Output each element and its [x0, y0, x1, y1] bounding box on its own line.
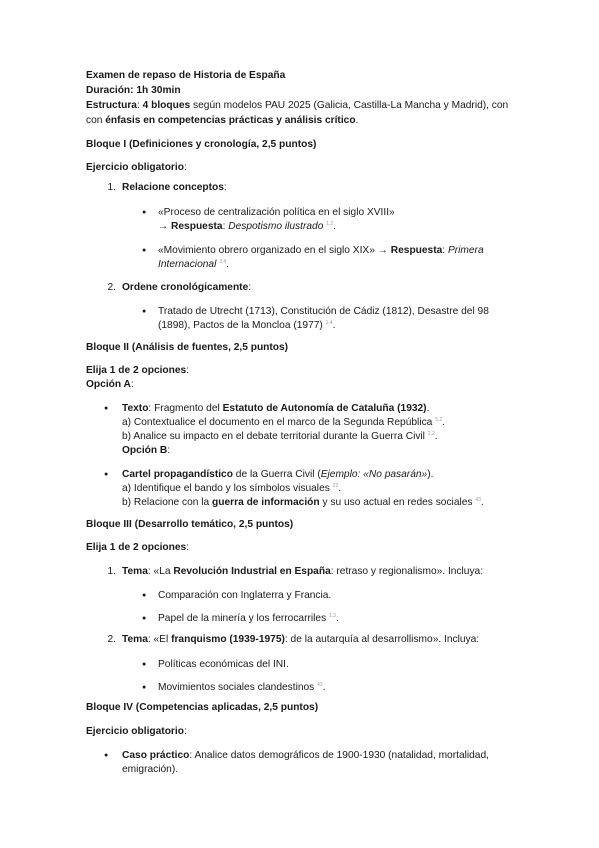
block2-option-a: Opción A:: [86, 379, 134, 390]
block4-instruction: Ejercicio obligatorio:: [86, 726, 187, 737]
block3-item1: Tema: «La Revolución Industrial en España: retraso y regionalismo». Incluya:: [122, 566, 484, 577]
block1-item1-b: «Movimiento obrero organizado en el siglo XIX» → Respuesta: Primera: [158, 245, 484, 256]
block3-item1-sub1: Comparación con Inglaterra y Francia.: [158, 590, 332, 601]
bullet-icon: ●: [142, 684, 147, 691]
list-number: 1.: [107, 182, 116, 193]
block2-option-b: Opción B:: [122, 445, 171, 456]
bullet-icon: ●: [104, 405, 109, 412]
block4-case-cont: emigración).: [122, 764, 179, 775]
block1-item2-line2: (1898), Pactos de la Moncloa (1977) $^{1,4}$.: [158, 320, 336, 331]
block4-title: Bloque IV (Competencias aplicadas, 2,5 puntos): [86, 702, 319, 713]
structure-line-2: con énfasis en competencias prácticas y análisis crítico.: [86, 115, 359, 126]
bullet-icon: ●: [104, 471, 109, 478]
bullet-icon: ●: [104, 752, 109, 759]
block3-item2-sub1: Políticas económicas del INI.: [158, 659, 289, 670]
list-number: 1.: [107, 566, 116, 577]
structure-line: Estructura: 4 bloques según modelos PAU 2025 (Galicia, Castilla-La Mancha y Madrid), con: [86, 100, 509, 111]
bullet-icon: ●: [142, 615, 147, 622]
block2-cartel-a: a) Identifique el bando y los símbolos visuales $^{22}$.: [122, 483, 342, 494]
bullet-icon: ●: [142, 247, 147, 254]
block2-cartel: Cartel propagandístico de la Guerra Civil (Ejemplo: «No pasarán»).: [122, 469, 434, 480]
bullet-icon: ●: [142, 308, 147, 315]
block1-item1-b-cont: Internacional $^{3,4}$.: [158, 259, 229, 270]
block1-item2-line1: Tratado de Utrecht (1713), Constitución de Cádiz (1812), Desastre del 98: [158, 306, 489, 317]
block2-title: Bloque II (Análisis de fuentes, 2,5 puntos): [86, 342, 289, 353]
block3-item1-sub2: Papel de la minería y los ferrocarriles $^{1,3}$.: [158, 613, 339, 624]
bullet-icon: ●: [142, 209, 147, 216]
block1-title: Bloque I (Definiciones y cronología, 2,5 puntos): [86, 139, 317, 150]
block1-item1-a: «Proceso de centralización política en el siglo XVIII»: [158, 207, 395, 218]
block3-choose: Elija 1 de 2 opciones:: [86, 542, 190, 553]
block4-case: Caso práctico: Analice datos demográficos de 1900-1930 (natalidad, mortalidad,: [122, 750, 489, 761]
block1-item1-a-answer: → Respuesta: Despotismo ilustrado $^{1,2}$.: [158, 221, 336, 232]
block2-cartel-b: b) Relacione con la guerra de información y su uso actual en redes sociales $^{43}$.: [122, 497, 484, 508]
block3-item2-sub2: Movimientos sociales clandestinos $^{42}$.: [158, 682, 326, 693]
bullet-icon: ●: [142, 592, 147, 599]
block2-texta-a: a) Contextualice el documento en el marco de la Segunda República $^{5,2}$.: [122, 417, 445, 428]
block2-texta-b: b) Analice su impacto en el debate territorial durante la Guerra Civil $^{2,2}$.: [122, 431, 438, 442]
block1-item2-label: Ordene cronológicamente:: [122, 282, 252, 293]
list-number: 2.: [107, 282, 116, 293]
block1-item1-label: Relacione conceptos:: [122, 182, 227, 193]
exam-title: Examen de repaso de Historia de España: [86, 70, 286, 81]
block3-item2: Tema: «El franquismo (1939-1975): de la autarquía al desarrollismo». Incluya:: [122, 634, 480, 645]
bullet-icon: ●: [142, 661, 147, 668]
block2-texta: Texto: Fragmento del Estatuto de Autonomía de Cataluña (1932).: [122, 403, 430, 414]
block2-choose: Elija 1 de 2 opciones:: [86, 365, 190, 376]
block3-title: Bloque III (Desarrollo temático, 2,5 puntos): [86, 519, 294, 530]
duration-line: Duración: 1h 30min: [86, 85, 181, 96]
list-number: 2.: [107, 634, 116, 645]
block1-instruction: Ejercicio obligatorio:: [86, 162, 187, 173]
